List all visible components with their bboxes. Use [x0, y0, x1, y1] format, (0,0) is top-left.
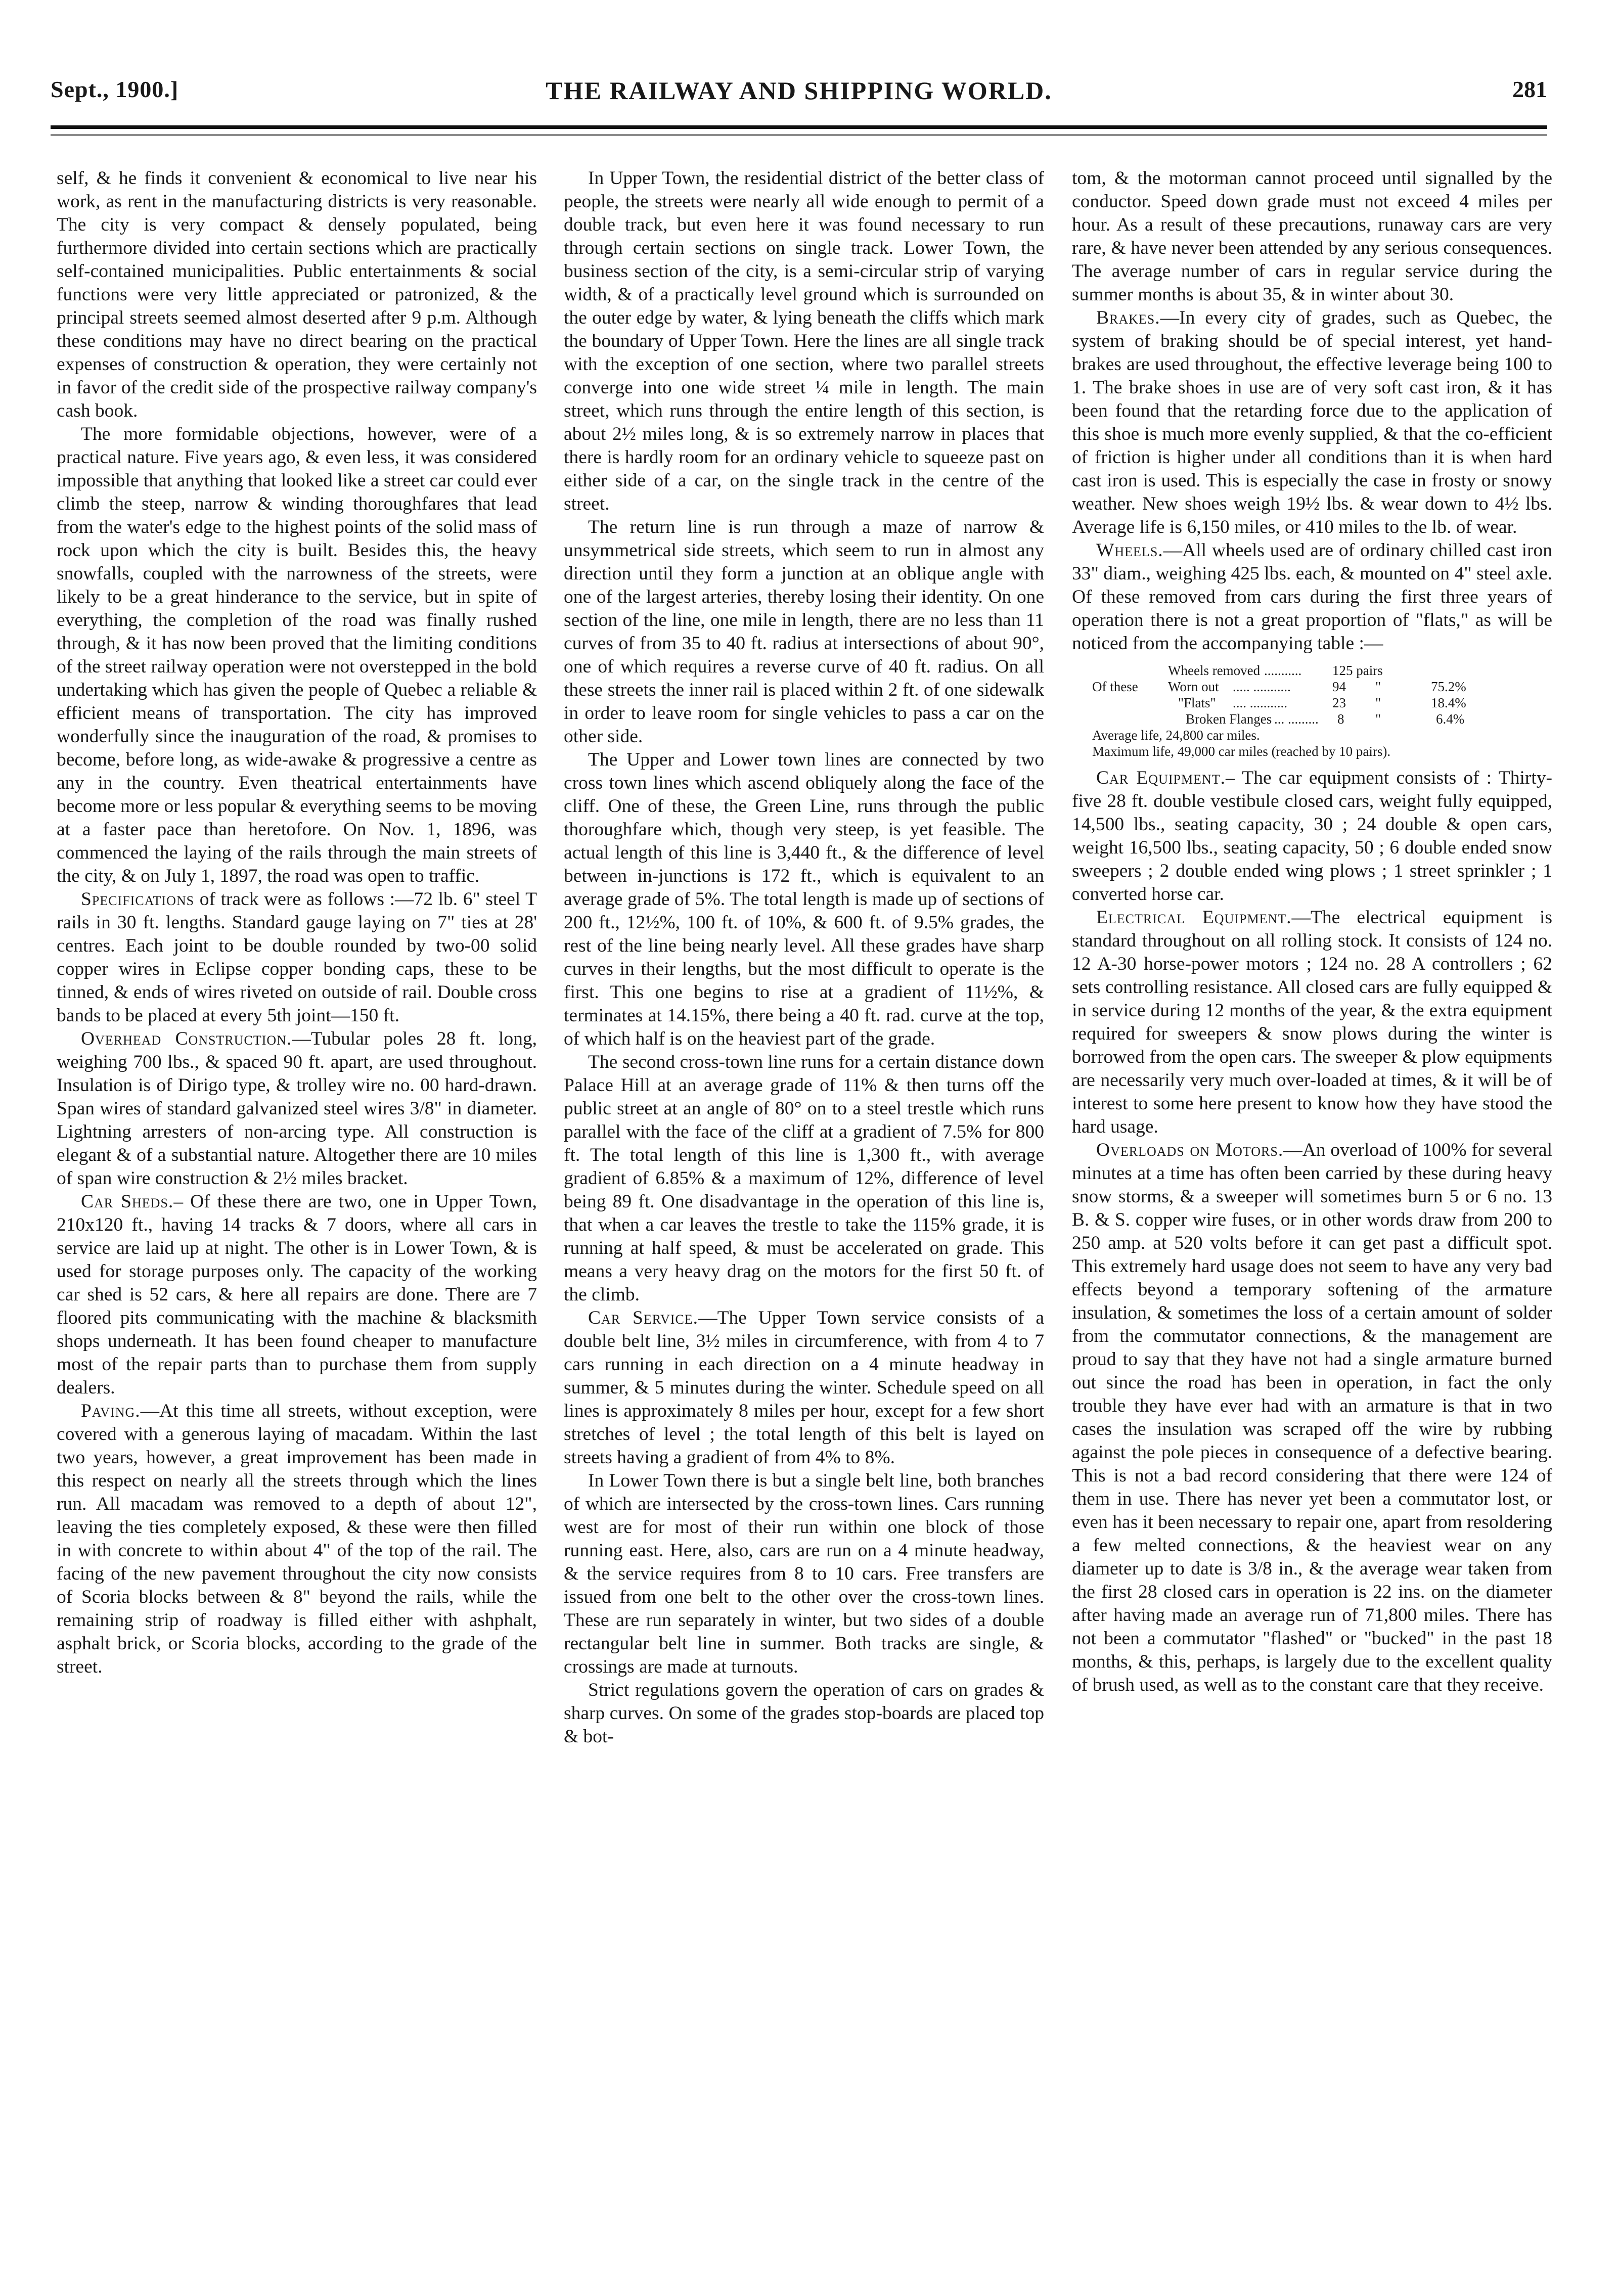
wheels-table: [1072, 662, 1552, 759]
page-header: [51, 76, 1547, 116]
table-note: Average life, 24,800 car miles.: [1092, 728, 1260, 743]
paragraph: tom, & the motorman cannot proceed until signalled by the conductor. Speed down grade must not exceed 4 miles per hour. As a result of these precautions, runaway cars are very rare, & have never been attended by any serious consequences. The average number of cars in regular service during the summer months is about 35, & in winter about 30.: [1072, 168, 1552, 305]
column-3: [1072, 167, 1552, 2260]
column-1: [57, 167, 537, 2260]
paragraph: [57, 888, 537, 1027]
section-heading: Paving.: [81, 1401, 141, 1421]
section-heading: Car Service.: [588, 1308, 699, 1328]
table-cell-value: 23: [1332, 695, 1346, 710]
paragraph: [1072, 906, 1552, 1139]
section-heading: Electrical Equipment.: [1096, 907, 1292, 928]
paragraph-text: of track were as follows :—72 lb. 6" steel T rails in 30 ft. lengths. Standard gauge laying on 7" ties at 28' centres. Each joint to be double rounded by two-00 solid copper wires in Eclipse copper bonding caps, these to be tinned, & ends of wires riveted on outside of rail. Double cross bands to be placed at every 5th joint—150 ft.: [57, 889, 537, 1026]
table-note: Maximum life, 49,000 car miles (reached by 10 pairs).: [1092, 744, 1391, 759]
column-2: [564, 167, 1044, 2260]
paragraph: In Lower Town there is but a single belt line, both branches of which are intersected by the cross-town lines. Cars running west are for most of their run within one block of those running east. Here, also, cars are run on a 4 minute headway, & the service requires from 8 to 10 cars. Free transfers are issued from one belt to the other over the cross-town lines. These are run separately in winter, but two sides of a double rectangular belt line in summer. Both tracks are single, & crossings are made at turnouts.: [564, 1470, 1044, 1677]
paragraph: self, & he finds it convenient & economical to live near his work, as rent in the manufacturing districts is very reasonable. The city is very compact & densely populated, being furthermore divided into certain sections which are practically self-contained municipalities. Public entertainments & social functions were very little appreciated or patronized, & the principal streets seemed almost deserted after 9 p.m. Although these conditions may have no direct bearing on the practical expenses of construction & operation, they were certainly not in favor of the credit side of the prospective railway company's cash book.: [57, 168, 537, 421]
paragraph-text: —The electrical equipment is standard throughout on all rolling stock. It consists of 124 no. 12 A-30 horse-power motors ; 124 no. 28 A controllers ; 62 sets controlling resistance. All closed cars are fully equipped & in service during 12 months of the year, & the extra equipment required for sweepers & snow plows during the winter is borrowed from the open cars. The sweeper & plow equipments are necessarily very much over-loaded at times, & it will be of interest to some here present to know how they have stood the hard usage.: [1072, 907, 1552, 1137]
paragraph: In Upper Town, the residential district of the better class of people, the streets were nearly all wide enough to permit of a double track, but even here it was found necessary to run through certain sections on single track. Lower Town, the business section of the city, is a semi-circular strip of varying width, & of a practically level ground which is surrounded on the outer edge by water, & lying beneath the cliffs which mark the boundary of Upper Town. Here the lines are all single track with the exception of one section, where two parallel streets converge into one wide street ¼ mile in length. The main street, which runs through the entire length of this section, is about 2½ miles long, & is so extremely narrow in places that there is hardly room for an ordinary vehicle to squeeze past on either side of a car, on the single track in the centre of the street.: [564, 168, 1044, 514]
table-cell-label: "Flats": [1178, 695, 1216, 710]
paragraph-text: —Tubular poles 28 ft. long, weighing 700 lbs., & spaced 90 ft. apart, are used throughout. Insulation is of Dirigo type, & trolley wire no. 00 hard-drawn. Span wires of standard galvanized steel wires 3/8" in diameter. Lightning arresters of non-arcing type. All construction is elegant & of a substantial nature. Altogether there are 10 miles of span wire construction & 2½ miles bracket.: [57, 1028, 537, 1189]
paragraph-text: —An overload of 100% for several minutes at a time has often been carried by these during heavy snow storms, & a sweeper will sometimes burn 5 or 6 no. 13 B. & S. copper wire fuses, or in other words draw from 200 to 250 amp. at 520 volts before it can get past a difficult spot. This extremely hard usage does not seem to have any very bad effects beyond a temporary softening of the armature insulation, & sometimes the loss of a certain amount of solder from the commutator connections, & the management are proud to say that they have not had a single armature burned out since the road has been in operation, in fact the only trouble they have ever had with an armature is that in two cases the insulation was scraped off the wire by rubbing against the pole pieces in consequence of a defective bearing. This is not a bad record considering that there were 124 of them in use. There has never yet been a commutator lost, or even has it been necessary to repair one, apart from resoldering a few melted connections, & the heaviest wear on any diameter up to date is 3/8 in., & the average wear taken from the first 28 closed cars in operation is 22 ins. on the diameter after having made an average run of 71,800 miles. There has not been a commutator "flashed" or "bucked" in the past 18 months, & this, perhaps, is largely due to the excellent quality of brush used, as well as to the constant care that they receive.: [1072, 1140, 1552, 1695]
table-cell-ditto: ": [1375, 679, 1381, 694]
page-number: 281: [1512, 76, 1547, 102]
section-heading: Overloads on Motors.: [1096, 1140, 1284, 1160]
paragraph-text: —At this time all streets, without exception, were covered with a generous laying of macadam. Within the last two years, however, a great improvement has been made in this respect on nearly all the streets through which the lines run. All macadam was removed to a depth of about 12", leaving the ties completely exposed, & these were then filled in with concrete to within about 4" of the top of the rail. The facing of the new pavement throughout the city now consists of Scoria blocks between & 8" beyond the rails, while the remaining strip of roadway is filled either with ashphalt, asphalt brick, or Scoria blocks, according to the grade of the street.: [57, 1401, 537, 1677]
table-cell-ditto: ": [1375, 711, 1381, 727]
issue-date: Sept., 1900.]: [51, 76, 179, 102]
header-rule-thin: [51, 134, 1547, 136]
table-cell-dots: ..... ...........: [1233, 679, 1291, 694]
table-row: [1072, 662, 1552, 679]
journal-title: THE RAILWAY AND SHIPPING WORLD.: [546, 76, 1052, 105]
section-heading: Specifications: [81, 889, 195, 910]
section-heading: Car Equipment.: [1096, 768, 1226, 788]
table-cell-value: 94: [1332, 679, 1346, 694]
table-cell-dots: .... ...........: [1233, 695, 1287, 710]
paragraph: [57, 1400, 537, 1679]
table-cell-dots: ...........: [1264, 663, 1302, 678]
paragraph: [1072, 1139, 1552, 1697]
paragraph: [1072, 767, 1552, 906]
table-row: [1072, 711, 1552, 727]
section-heading: Overhead Construction.: [81, 1028, 292, 1049]
paragraph-text: – The car equipment consists of : Thirty-five 28 ft. double vestibule closed cars, weight fully equipped, 14,500 lbs., seating capacity, 30 ; 24 double & open cars, weight 16,500 lbs., seating capacity, 50 ; 6 double ended snow sweepers ; 2 double ended wing plows ; 1 street sprinkler ; 1 converted horse car.: [1072, 768, 1552, 905]
table-cell-percent: 75.2%: [1431, 679, 1466, 694]
paragraph-text: —All wheels used are of ordinary chilled cast iron 33" diam., weighing 425 lbs. each, & mounted on 4" steel axle. Of these removed from cars during the first three years of operation there is not a great proportion of "flats," as will be noticed from the accompanying table :—: [1072, 540, 1552, 654]
table-cell-dots: ... .........: [1274, 711, 1319, 727]
section-heading: Car Sheds.: [81, 1191, 174, 1212]
paragraph: The return line is run through a maze of narrow & unsymmetrical side streets, which seem to run in almost any direction until they form a junction at an oblique angle with one of the largest arteries, thereby losing their identity. On one section of the line, one mile in length, there are no less than 11 curves of from 35 to 40 ft. radius at intersections of about 90°, one of which requires a reverse curve of 40 ft. radius. On all these streets the inner rail is placed within 2 ft. of one sidewalk in order to leave room for single vehicles to pass a car on the other side.: [564, 517, 1044, 747]
table-cell-value: 8: [1337, 711, 1344, 727]
section-heading: Wheels.: [1096, 540, 1163, 561]
paragraph: [57, 1190, 537, 1400]
table-cell-value: 125 pairs: [1332, 663, 1383, 678]
paragraph-text: —The Upper Town service consists of a double belt line, 3½ miles in circumference, with from 4 to 7 cars running in each direction on a 4 minute headway in summer, & 5 minutes during the winter. Schedule speed on all lines is approximately 8 miles per hour, except for a few short stretches of level ; the total length of this belt is layed on streets having a gradient of from 4% to 8%.: [564, 1308, 1044, 1468]
table-cell-label: Wheels removed: [1168, 663, 1261, 678]
paragraph: [57, 1027, 537, 1190]
paragraph: The more formidable objections, however, were of a practical nature. Five years ago, & even less, it was considered impossible that anything that looked like a street car could ever climb the steep, narrow & winding thoroughfares that lead from the water's edge to the highest points of the solid mass of rock upon which the city is built. Besides this, the heavy snowfalls, coupled with the narrowness of the streets, were likely to be a great hinderance to the service, but in spite of everything, the completion of the road was finally rushed through, & it has now been proved that the limiting conditions of the street railway operation were not overstepped in the bold undertaking which has given the people of Quebec a reliable & efficient means of transportation. The city has improved wonderfully since the inauguration of the road, & promises to become, before long, as wide-awake & progressive a centre as any in the country. Even theatrical entertainments have become more or less popular & everything seems to be moving at a faster pace than heretofore. On Nov. 1, 1896, was commenced the laying of the rails through the main streets of the city, & on July 1, 1897, the road was open to traffic.: [57, 424, 537, 886]
table-cell-ditto: ": [1375, 695, 1381, 710]
table-cell-percent: 18.4%: [1431, 695, 1466, 710]
paragraph: The second cross-town line runs for a certain distance down Palace Hill at an average grade of 11% & then turns off the public street at an angle of 80° on to a steel trestle which runs parallel with the face of the cliff at a gradient of 7.5% for 800 ft. The total length of this line is 1,300 ft., with average gradient of 6.85% & a maximum of 12%, difference of level being 89 ft. One disadvantage in the operation of this line is, that when a car leaves the trestle to take the 115% grade, it is running at half speed, & must be accelerated on grade. This means a very heavy drag on the motors for the first 50 ft. of the climb.: [564, 1052, 1044, 1305]
paragraph: [1072, 306, 1552, 539]
table-cell-prefix: Of these: [1092, 679, 1138, 694]
paragraph-text: – Of these there are two, one in Upper Town, 210x120 ft., having 14 tracks & 7 doors, where all cars in service are laid up at night. The other is in Lower Town, & is used for storage purposes only. The capacity of the working car shed is 52 cars, & here all repairs are done. There are 7 floored pits communicating with the machine & blacksmith shops underneath. It has been found cheaper to manufacture most of the repair parts than to purchase them from supply dealers.: [57, 1191, 537, 1398]
paragraph: [564, 1307, 1044, 1469]
section-heading: Brakes.: [1096, 307, 1160, 328]
header-rule-thick: [51, 125, 1547, 129]
paragraph: The Upper and Lower town lines are connected by two cross town lines which ascend obliquely along the face of the cliff. One of these, the Green Line, runs through the public thoroughfare which, though very steep, is yet feasible. The actual length of this line is 3,440 ft., & the difference of level between in-junctions is 172 ft., which is equivalent to an average grade of 5%. The total length is made up of sections of 200 ft., 12½%, 100 ft. of 10%, & 600 ft. of 9.5% grades, the rest of the line being nearly level. All these grades have sharp curves in their lengths, but the most difficult to operate is the first. This one begins to rise at a gradient of 11½%, & terminates at 14.15%, there being a 40 ft. rad. curve at the top, of which half is on the heaviest part of the grade.: [564, 749, 1044, 1049]
table-cell-percent: 6.4%: [1436, 711, 1465, 727]
table-cell-label: Broken Flanges: [1186, 711, 1272, 727]
paragraph-text: —In every city of grades, such as Quebec, the system of braking should be of special interest, yet hand-brakes are used throughout, the effective leverage being 100 to 1. The brake shoes in use are of very soft cast iron, & it has been found that the retarding force due to the application of this shoe is much more evenly supplied, & that the co-efficient of friction is higher under all conditions than it is when hard cast iron is used. This is especially the case in frosty or snowy weather. New shoes weigh 19½ lbs. & wear down to 4½ lbs. Average life is 6,150 miles, or 410 miles to the lb. of wear.: [1072, 307, 1552, 537]
table-cell-label: Worn out: [1168, 679, 1219, 694]
table-row: [1072, 679, 1552, 695]
paragraph: Strict regulations govern the operation of cars on grades & sharp curves. On some of the grades stop-boards are placed top & bot-: [564, 1680, 1044, 1747]
paragraph: [1072, 539, 1552, 655]
table-row: [1072, 695, 1552, 711]
